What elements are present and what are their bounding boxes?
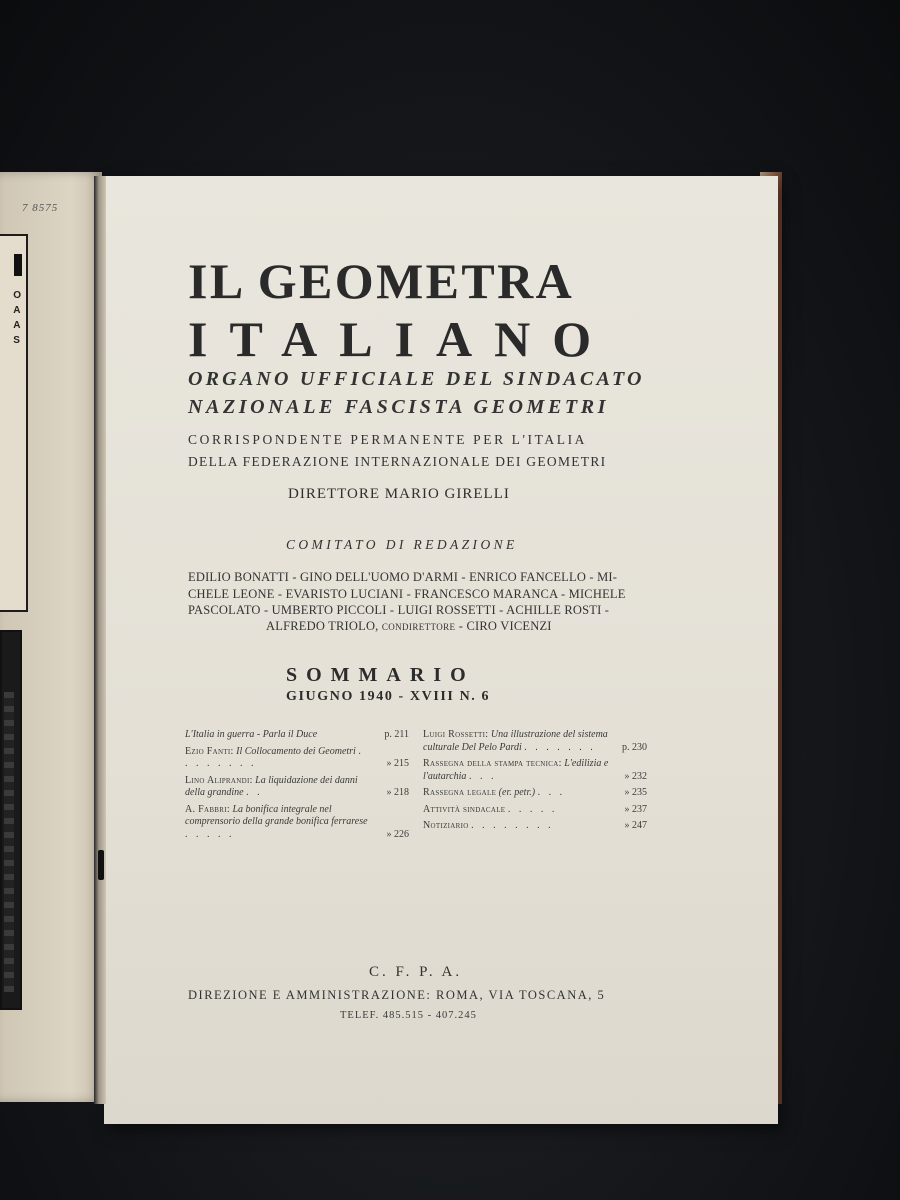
toc-left-column <box>185 729 409 845</box>
toc-entry: Notiziario . . . . . . . . » 247 <box>423 820 647 831</box>
toc-entry: A. Fabbri: La bonifica integrale nel comprensorio della grande bonifica ferrarese . . . . . » 226 <box>185 803 409 840</box>
organo-line2: NAZIONALE FASCISTA GEOMETRI <box>188 396 610 418</box>
committee-line3: PASCOLATO - UMBERTO PICCOLI - LUIGI ROSSETTI - ACHILLE ROSTI - <box>188 603 610 617</box>
left-facing-page <box>0 172 102 1102</box>
advertisement-fragment <box>0 234 28 612</box>
photo-fragment <box>0 630 22 1010</box>
correspondent-line1: CORRISPONDENTE PERMANENTE PER L'ITALIA <box>188 432 588 447</box>
magazine-title-line2: ITALIANO <box>188 311 614 367</box>
toc-entry: Ezio Fanti: Il Collocamento dei Geometri . . . . . . . . » 215 <box>185 745 409 769</box>
issue-date: GIUGNO 1940 - XVIII N. 6 <box>286 689 491 704</box>
co-director-role: CONDIRETTORE <box>381 622 456 632</box>
handwritten-note: 7 8575 <box>22 202 59 214</box>
director-line: DIRETTORE MARIO GIRELLI <box>288 486 510 502</box>
toc-entry: Rassegna legale (er. petr.) . . . » 235 <box>423 787 647 798</box>
toc-entry: Rassegna della stampa tecnica: L'edilizia e l'autarchia . . . » 232 <box>423 758 647 782</box>
publisher-address: DIREZIONE E AMMINISTRAZIONE: ROMA, VIA TOSCANA, 5 <box>188 988 606 1002</box>
summary-heading: SOMMARIO <box>286 664 475 686</box>
ad-glyph <box>14 254 22 276</box>
correspondent-line2: DELLA FEDERAZIONE INTERNAZIONALE DEI GEOMETRI <box>188 454 607 469</box>
magazine-title-line1: IL GEOMETRA <box>188 253 575 309</box>
title-page <box>104 176 778 1124</box>
publisher: C. F. P. A. <box>369 964 463 980</box>
committee-line2: CHELE LEONE - EVARISTO LUCIANI - FRANCESCO MARANCA - MICHELE <box>188 587 626 601</box>
toc-entry: Attività sindacale . . . . . » 237 <box>423 803 647 815</box>
staple <box>98 850 104 880</box>
committee-line4: ALFREDO TRIOLO, CONDIRETTORE - CIRO VICENZI <box>266 619 552 633</box>
publisher-phone: TELEF. 485.515 - 407.245 <box>340 1010 477 1021</box>
ad-letters: O A A S <box>13 290 21 346</box>
magazine-binding <box>94 176 106 1104</box>
editorial-committee-heading: COMITATO DI REDAZIONE <box>286 537 518 552</box>
toc-entry: Lino Aliprandi: La liquidazione dei danni della grandine . . » 218 <box>185 774 409 798</box>
toc-entry: Luigi Rossetti: Una illustrazione del sistema culturale Del Pelo Pardi . . . . . . . p. 230 <box>423 729 647 753</box>
toc-right-column <box>423 729 647 837</box>
toc-entry: L'Italia in guerra - Parla il Duce p. 211 <box>185 729 409 740</box>
organo-line1: ORGANO UFFICIALE DEL SINDACATO <box>188 368 645 390</box>
committee-line1: EDILIO BONATTI - GINO DELL'UOMO D'ARMI - ENRICO FANCELLO - MI- <box>188 570 618 584</box>
